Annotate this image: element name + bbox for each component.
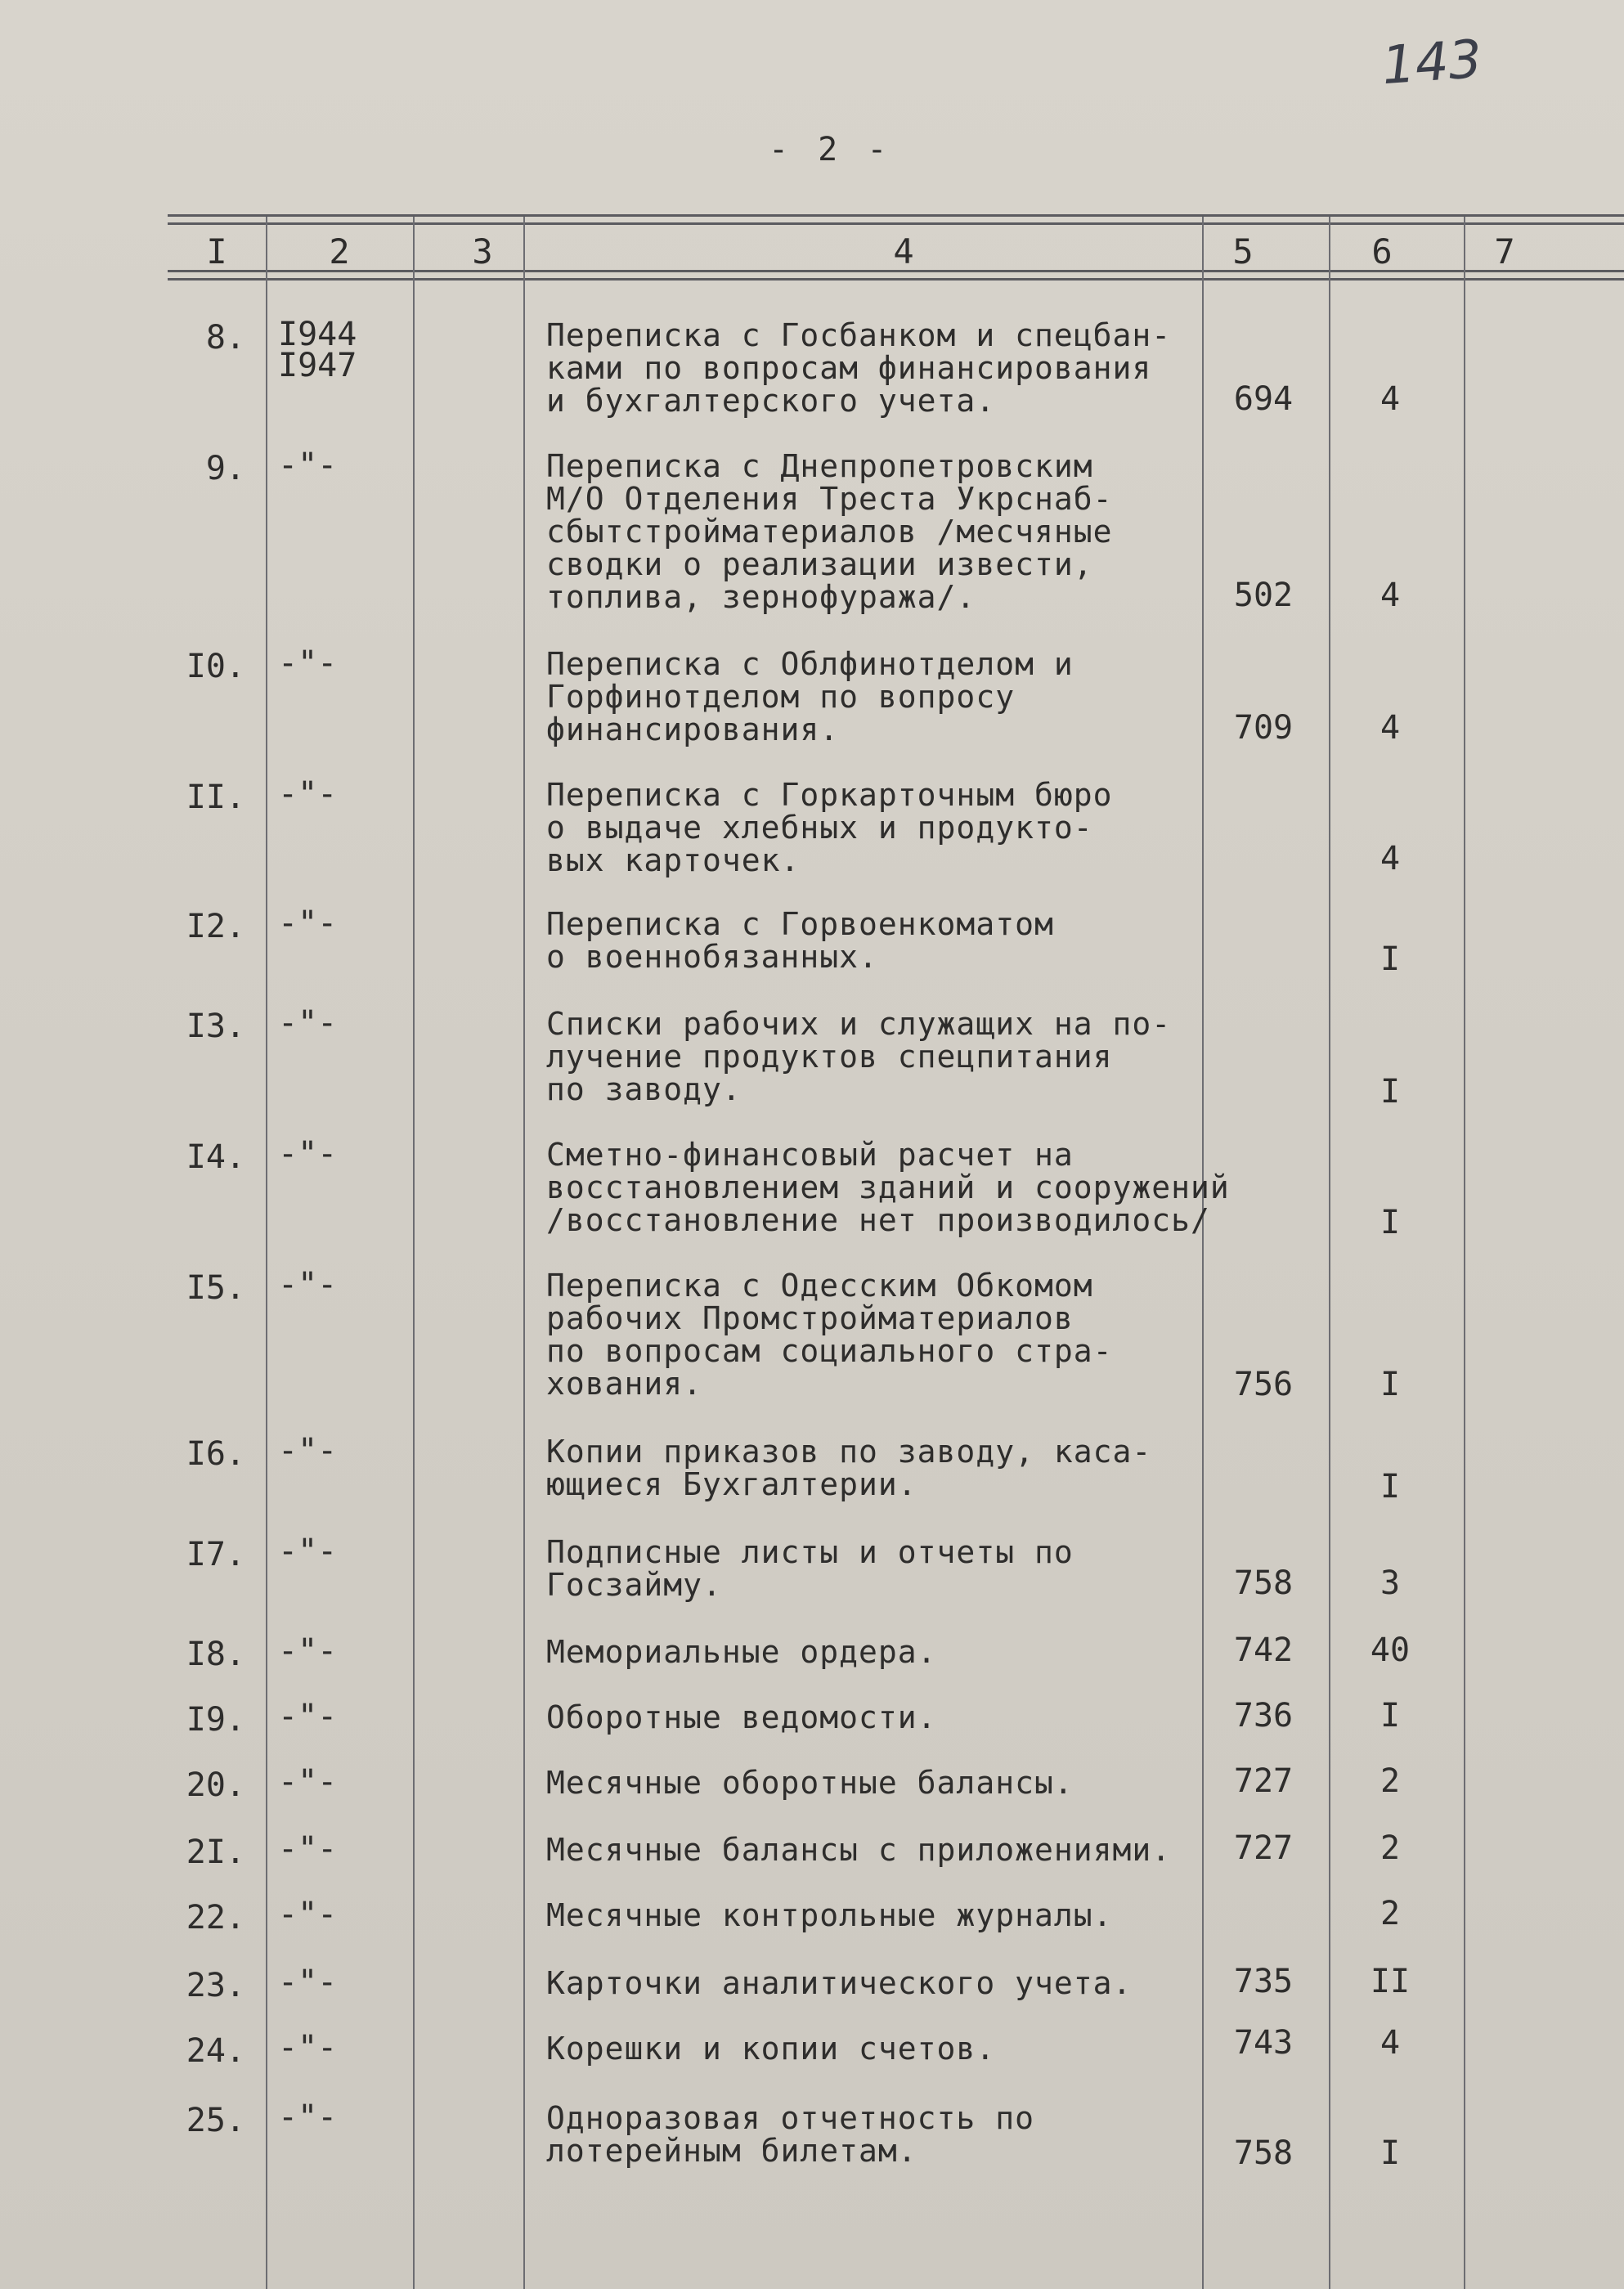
row-col6: 2 <box>1380 1895 1401 1932</box>
row-title: Одноразовая отчетность по лотерейным билетам. <box>546 2100 1034 2169</box>
row-col6: I <box>1380 1073 1401 1111</box>
row-title: Мемориальные ордера. <box>546 1634 937 1670</box>
page-number: - 2 - <box>769 131 892 168</box>
row-number: 23. <box>186 1967 245 2004</box>
row-dates: -"- <box>278 1896 338 1933</box>
header-rule-top-double <box>168 222 1624 225</box>
row-col6: I <box>1380 1366 1401 1403</box>
column-divider-5 <box>1329 217 1330 2289</box>
row-col5: 758 <box>1233 2134 1294 2172</box>
row-col5: 709 <box>1233 709 1294 747</box>
row-col6: I <box>1380 1204 1401 1241</box>
row-title: Копии приказов по заводу, каса- ющиеся Бухгалтерии. <box>546 1434 1152 1502</box>
row-dates: -"- <box>278 2098 338 2136</box>
row-col6: 4 <box>1380 577 1401 614</box>
row-title: Карточки аналитического учета. <box>546 1965 1133 2001</box>
column-header-7: 7 <box>1494 231 1515 272</box>
archive-sheet-number: 143 <box>1380 29 1484 97</box>
row-title: Месячные контрольные журналы. <box>546 1897 1113 1933</box>
row-title: Оборотные ведомости. <box>546 1699 937 1735</box>
row-dates: -"- <box>278 1004 338 1042</box>
row-number: 9. <box>205 450 245 487</box>
row-dates: -"- <box>278 1432 338 1470</box>
row-title: Переписка с Облфинотделом и Горфинотделом по вопросу финансирования. <box>546 646 1074 747</box>
row-dates: -"- <box>278 1266 338 1304</box>
column-header-2: 2 <box>329 231 350 272</box>
row-number: I9. <box>186 1701 245 1739</box>
row-dates: -"- <box>278 1632 338 1670</box>
row-title: Сметно-финансовый расчет на восстановлением зданий и сооружений /восстановление нет производилось/ <box>546 1137 1230 1238</box>
row-number: I2. <box>186 908 245 945</box>
row-col5: 758 <box>1233 1564 1294 1602</box>
header-rule-top <box>168 214 1624 217</box>
row-number: 2I. <box>186 1833 245 1871</box>
row-col5: 502 <box>1233 577 1294 614</box>
row-col5: 742 <box>1233 1631 1294 1669</box>
row-dates: -"- <box>278 904 338 942</box>
row-number: 22. <box>186 1899 245 1937</box>
column-header-4: 4 <box>893 231 914 272</box>
row-col6: 2 <box>1380 1762 1401 1800</box>
row-number: II. <box>186 779 245 816</box>
row-col6: 3 <box>1380 1564 1401 1602</box>
row-number: I8. <box>186 1636 245 1673</box>
column-header-3: 3 <box>472 231 493 272</box>
column-divider-3 <box>523 217 525 2289</box>
row-dates: -"- <box>278 775 338 813</box>
row-col6: I <box>1380 2134 1401 2172</box>
row-col5: 727 <box>1233 1829 1294 1867</box>
column-header-1: I <box>206 231 227 272</box>
row-title: Списки рабочих и служащих на по- лучение продуктов спецпитания по заводу. <box>546 1006 1172 1107</box>
row-dates: -"- <box>278 644 338 682</box>
row-col6: I <box>1380 940 1401 978</box>
row-col6: II <box>1370 1963 1411 2000</box>
row-dates: -"- <box>278 1964 338 2001</box>
row-col6: 4 <box>1380 380 1401 418</box>
row-number: I0. <box>186 648 245 685</box>
row-col5: 756 <box>1233 1366 1294 1403</box>
row-dates: -"- <box>278 1533 338 1570</box>
row-number: I6. <box>186 1435 245 1473</box>
row-number: 20. <box>186 1766 245 1804</box>
header-rule-bottom-double <box>168 278 1624 281</box>
row-col6: 2 <box>1380 1829 1401 1867</box>
row-col6: 4 <box>1380 709 1401 747</box>
row-number: 24. <box>186 2032 245 2070</box>
row-title: Подписные листы и отчеты по Госзайму. <box>546 1534 1074 1603</box>
row-title: Корешки и копии счетов. <box>546 2031 996 2067</box>
row-number: I3. <box>186 1008 245 1045</box>
row-col6: 40 <box>1370 1631 1411 1669</box>
column-divider-1 <box>266 217 267 2289</box>
row-col6: 4 <box>1380 2024 1401 2062</box>
row-number: I5. <box>186 1269 245 1307</box>
row-number: I4. <box>186 1138 245 1176</box>
row-dates: -"- <box>278 1763 338 1801</box>
row-title: Переписка с Горвоенкоматом о военнобязанных. <box>546 906 1054 975</box>
row-number: I7. <box>186 1536 245 1573</box>
row-dates: I944 I947 <box>278 316 357 384</box>
row-title: Переписка с Госбанком и спецбан- ками по вопросам финансирования и бухгалтерского учета. <box>546 317 1172 419</box>
row-dates: -"- <box>278 2029 338 2067</box>
row-dates: -"- <box>278 1698 338 1735</box>
row-col5: 736 <box>1233 1697 1294 1735</box>
row-col6: I <box>1380 1697 1401 1735</box>
row-title: Переписка с Днепропетровским М/О Отделения Треста Укрснаб- сбытстройматериалов /месчяные сводки о реализации извести, топлива, зернофуража/. <box>546 448 1113 615</box>
column-divider-2 <box>413 217 415 2289</box>
row-title: Переписка с Горкарточным бюро о выдаче хлебных и продукто- вых карточек. <box>546 777 1113 878</box>
column-header-5: 5 <box>1232 231 1254 272</box>
column-divider-6 <box>1464 217 1465 2289</box>
row-number: 8. <box>205 319 245 357</box>
row-dates: -"- <box>278 447 338 484</box>
row-dates: -"- <box>278 1830 338 1868</box>
row-col5: 694 <box>1233 380 1294 418</box>
row-col6: 4 <box>1380 840 1401 877</box>
row-col5: 727 <box>1233 1762 1294 1800</box>
column-header-6: 6 <box>1371 231 1393 272</box>
row-title: Месячные оборотные балансы. <box>546 1765 1074 1801</box>
row-title: Месячные балансы с приложениями. <box>546 1832 1172 1868</box>
row-col5: 735 <box>1233 1963 1294 2000</box>
row-col6: I <box>1380 1468 1401 1506</box>
row-title: Переписка с Одесским Обкомом рабочих Промстройматериалов по вопросам социального стра- хования. <box>546 1268 1113 1402</box>
row-number: 25. <box>186 2102 245 2139</box>
row-dates: -"- <box>278 1135 338 1173</box>
row-col5: 743 <box>1233 2024 1294 2062</box>
